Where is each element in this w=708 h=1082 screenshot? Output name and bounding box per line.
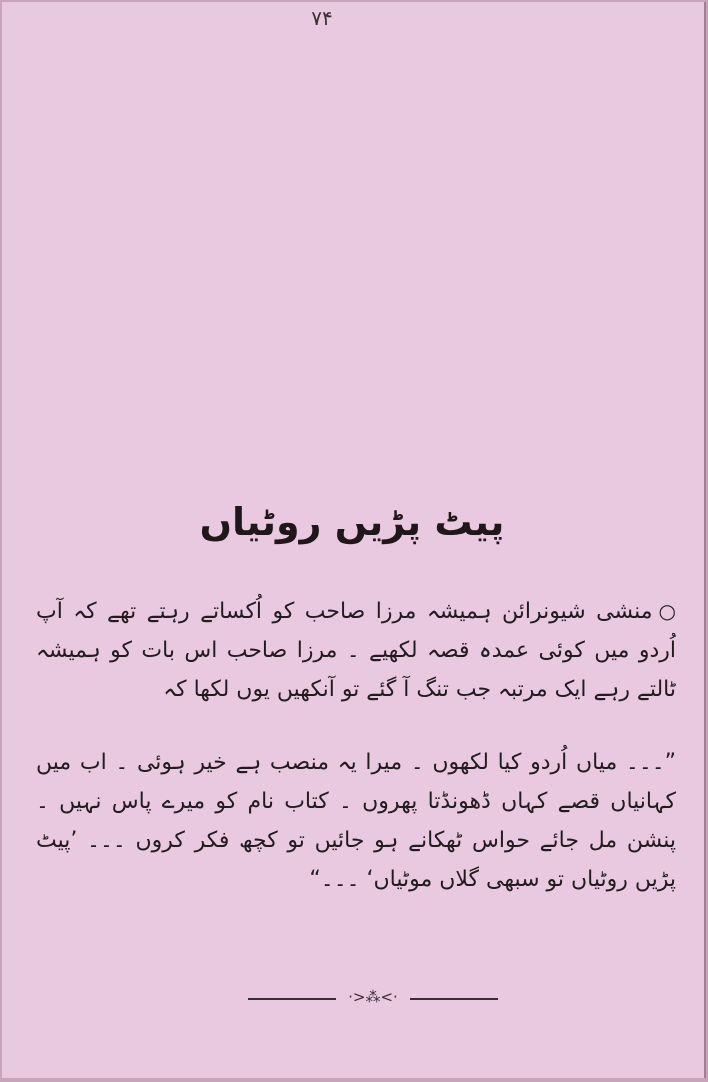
paragraph-1: [36, 592, 676, 709]
paragraph-gap: [36, 709, 676, 743]
body-text: [36, 592, 676, 899]
paragraph-1-text: منشی شیونرائن ہمیشہ مرزا صاحب کو اُکساتے رہتے تھے کہ آپ اُردو میں کوئی عمدہ قصہ لکھیے ۔ مرزا صاحب اس بات کو ہمیشہ ٹالتے رہے ایک مرتبہ جب تنگ آ گئے تو آنکھیں یوں لکھا کہ: [36, 599, 676, 702]
paragraph-2-text: ”۔۔۔ میاں اُردو کیا لکھوں ۔ میرا یہ منصب ہے خیر ہوئی ۔ اب میں کہانیاں قصے کہاں ڈھونڈتا پھروں ۔ کتاب نام کو میرے پاس نہیں ۔ پنشن مل جائے حواس ٹھکانے ہو جائیں تو کچھ فکر کروں ۔۔۔ ’پیٹ پڑیں روٹیاں تو سبھی گلاں موٹیاں‘ ۔۔۔“: [36, 750, 676, 892]
paragraph-2: [36, 743, 676, 899]
chapter-title: پیٹ پڑیں روٹیاں: [199, 500, 505, 544]
ornament-glyph: ·>⁂<·: [348, 988, 398, 1006]
ornament-line-right: [410, 998, 498, 1000]
section-end-ornament: [248, 988, 498, 1008]
paragraph-lead-mark: ○: [658, 599, 676, 623]
page-number: ۷۴: [311, 6, 333, 30]
book-page: [2, 2, 706, 1078]
ornament-line-left: [248, 998, 336, 1000]
